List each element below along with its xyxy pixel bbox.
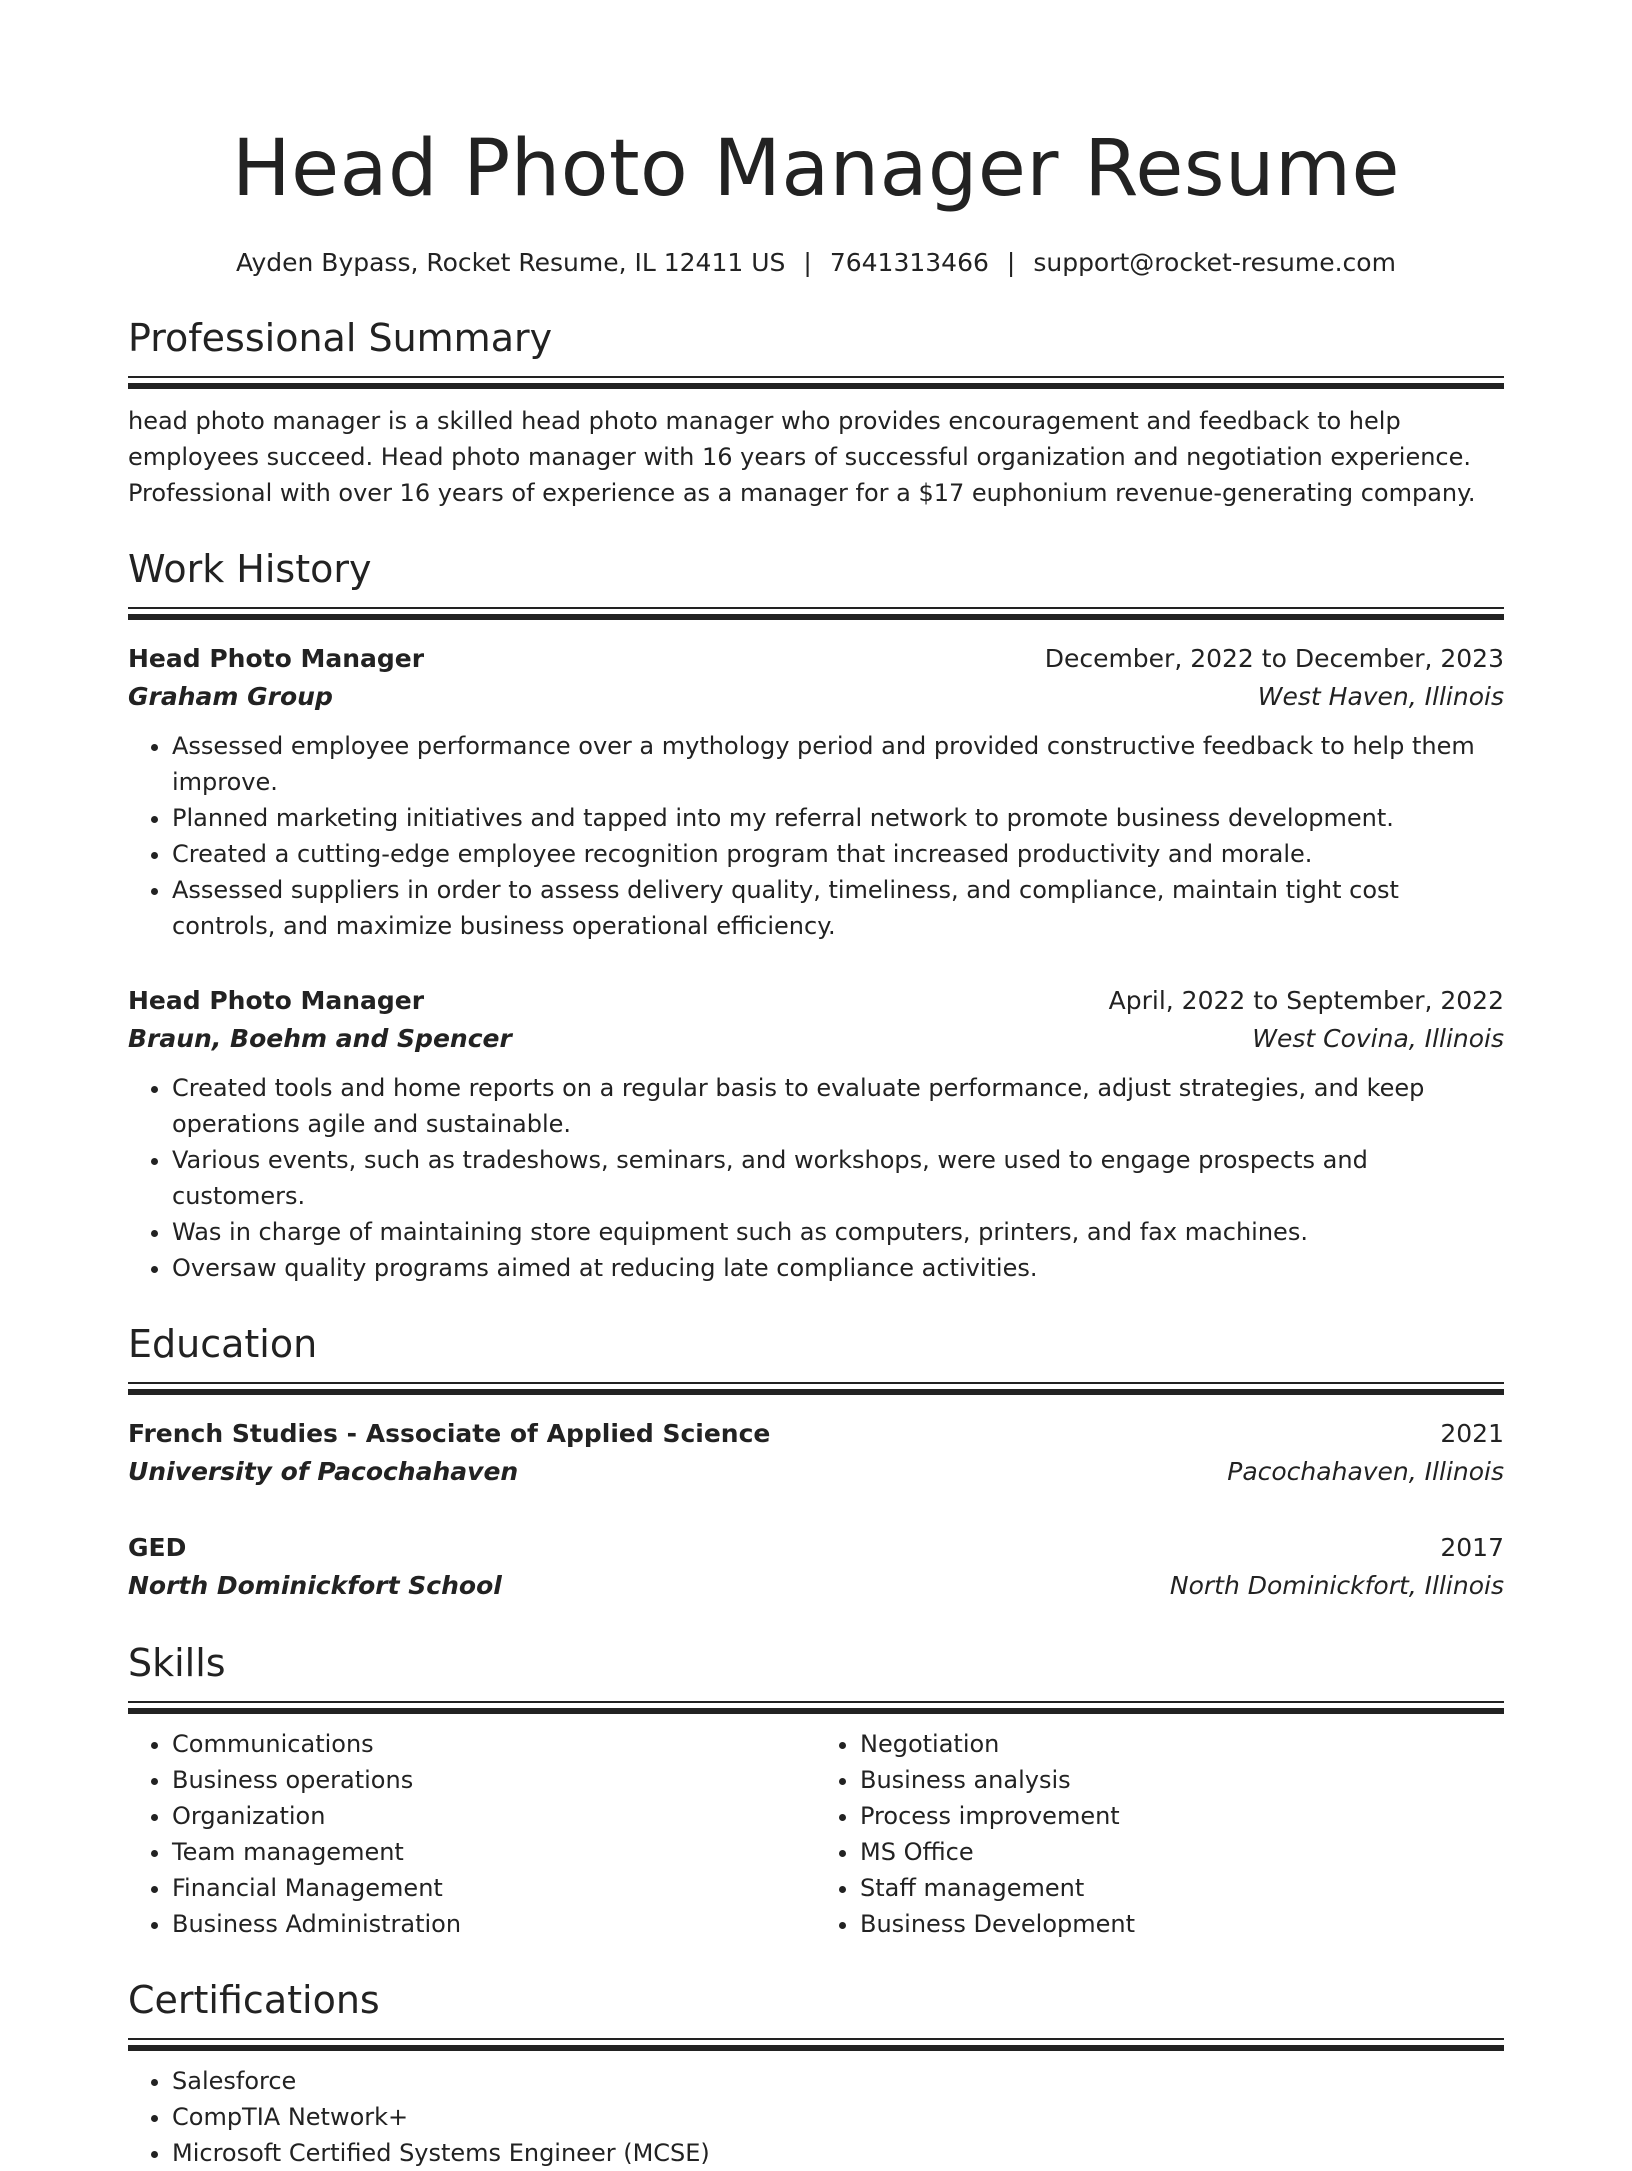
job-company-row	[128, 678, 1504, 716]
list-item: • MS Office	[860, 1834, 1504, 1870]
job-header-row	[128, 640, 1504, 678]
list-item: • Planned marketing initiatives and tapped into my referral network to promote business development.	[172, 800, 1504, 836]
list-item: • Negotiation	[860, 1726, 1504, 1762]
page-title: Head Photo Manager Resume	[232, 124, 1400, 214]
contact-line	[128, 246, 1504, 280]
list-item: • Business Development	[860, 1906, 1504, 1942]
education-school: North Dominickfort School	[128, 1571, 502, 1600]
list-item: • Organization	[172, 1798, 816, 1834]
certifications-section	[128, 1976, 1504, 2171]
skills-section	[128, 1639, 1504, 1942]
skills-columns	[128, 1726, 1504, 1942]
education-degree: French Studies - Associate of Applied Science	[128, 1419, 771, 1448]
list-item: • CompTIA Network+	[172, 2099, 1504, 2135]
contact-email: support@rocket-resume.com	[1033, 248, 1396, 277]
section-heading-education: Education	[128, 1322, 318, 1366]
contact-separator: |	[1006, 248, 1016, 277]
skills-list-left	[128, 1726, 816, 1942]
section-heading-summary: Professional Summary	[128, 316, 553, 360]
list-item: • Created a cutting-edge employee recognition program that increased productivity and morale.	[172, 836, 1504, 872]
job-company-row	[128, 1020, 1504, 1058]
list-item: • Assessed employee performance over a mythology period and provided constructive feedback to help them improve.	[172, 728, 1504, 800]
job-entry	[128, 640, 1504, 944]
job-dates: December, 2022 to December, 2023	[1044, 644, 1504, 673]
list-item: • Various events, such as tradeshows, seminars, and workshops, were used to engage prospects and customers.	[172, 1142, 1504, 1214]
section-divider	[128, 376, 1504, 389]
job-title: Head Photo Manager	[128, 986, 425, 1015]
job-company: Braun, Boehm and Spencer	[128, 1024, 512, 1053]
section-divider	[128, 607, 1504, 620]
list-item: • Salesforce	[172, 2063, 1504, 2099]
work-history-section	[128, 545, 1504, 1286]
job-location: West Haven, Illinois	[1257, 682, 1504, 711]
job-title: Head Photo Manager	[128, 644, 425, 673]
education-degree-row	[128, 1529, 1504, 1567]
list-item: • Microsoft Certified Systems Engineer (MCSE)	[172, 2135, 1504, 2171]
list-item: • Financial Management	[172, 1870, 816, 1906]
section-heading-work-history: Work History	[128, 547, 372, 591]
contact-phone: 7641313466	[829, 248, 989, 277]
list-item: • Staff management	[860, 1870, 1504, 1906]
list-item: • Business Administration	[172, 1906, 816, 1942]
job-duties-list	[128, 1070, 1504, 1286]
education-degree: GED	[128, 1533, 187, 1562]
summary-section	[128, 314, 1504, 511]
education-school-row	[128, 1453, 1504, 1491]
list-item: • Created tools and home reports on a regular basis to evaluate performance, adjust strategies, and keep operations agile and sustainable.	[172, 1070, 1504, 1142]
education-degree-row	[128, 1415, 1504, 1453]
list-item: • Communications	[172, 1726, 816, 1762]
section-heading-skills: Skills	[128, 1641, 226, 1685]
job-location: West Covina, Illinois	[1252, 1024, 1504, 1053]
job-company: Graham Group	[128, 682, 333, 711]
education-year: 2021	[1440, 1419, 1504, 1448]
education-school: University of Pacochahaven	[128, 1457, 519, 1486]
list-item: • Oversaw quality programs aimed at reducing late compliance activities.	[172, 1250, 1504, 1286]
list-item: • Assessed suppliers in order to assess delivery quality, timeliness, and compliance, maintain tight cost controls, and maximize business operational efficiency.	[172, 872, 1504, 944]
contact-address: Ayden Bypass, Rocket Resume, IL 12411 US	[236, 248, 786, 277]
education-entry	[128, 1415, 1504, 1491]
list-item: • Business operations	[172, 1762, 816, 1798]
list-item: • Team management	[172, 1834, 816, 1870]
education-year: 2017	[1440, 1533, 1504, 1562]
section-divider	[128, 2038, 1504, 2051]
skills-list-right	[816, 1726, 1504, 1942]
job-header-row	[128, 982, 1504, 1020]
section-heading-certifications: Certifications	[128, 1978, 380, 2022]
section-divider	[128, 1701, 1504, 1714]
education-location: Pacochahaven, Illinois	[1227, 1457, 1504, 1486]
job-dates: April, 2022 to September, 2022	[1108, 986, 1504, 1015]
education-location: North Dominickfort, Illinois	[1169, 1571, 1504, 1600]
list-item: • Business analysis	[860, 1762, 1504, 1798]
job-entry	[128, 982, 1504, 1286]
education-entry	[128, 1529, 1504, 1605]
certifications-list	[128, 2063, 1504, 2171]
summary-text: head photo manager is a skilled head photo manager who provides encouragement and feedback to help employees succeed. Head photo manager with 16 years of successful organization and negotiation experience. Professional with over 16 years of experience as a manager for a $17 euphonium revenue-generating company.	[128, 407, 1476, 507]
contact-separator: |	[803, 248, 812, 277]
education-school-row	[128, 1567, 1504, 1605]
section-divider	[128, 1382, 1504, 1395]
education-section	[128, 1320, 1504, 1605]
job-duties-list	[128, 728, 1504, 944]
list-item: • Was in charge of maintaining store equipment such as computers, printers, and fax machines.	[172, 1214, 1504, 1250]
list-item: • Process improvement	[860, 1798, 1504, 1834]
